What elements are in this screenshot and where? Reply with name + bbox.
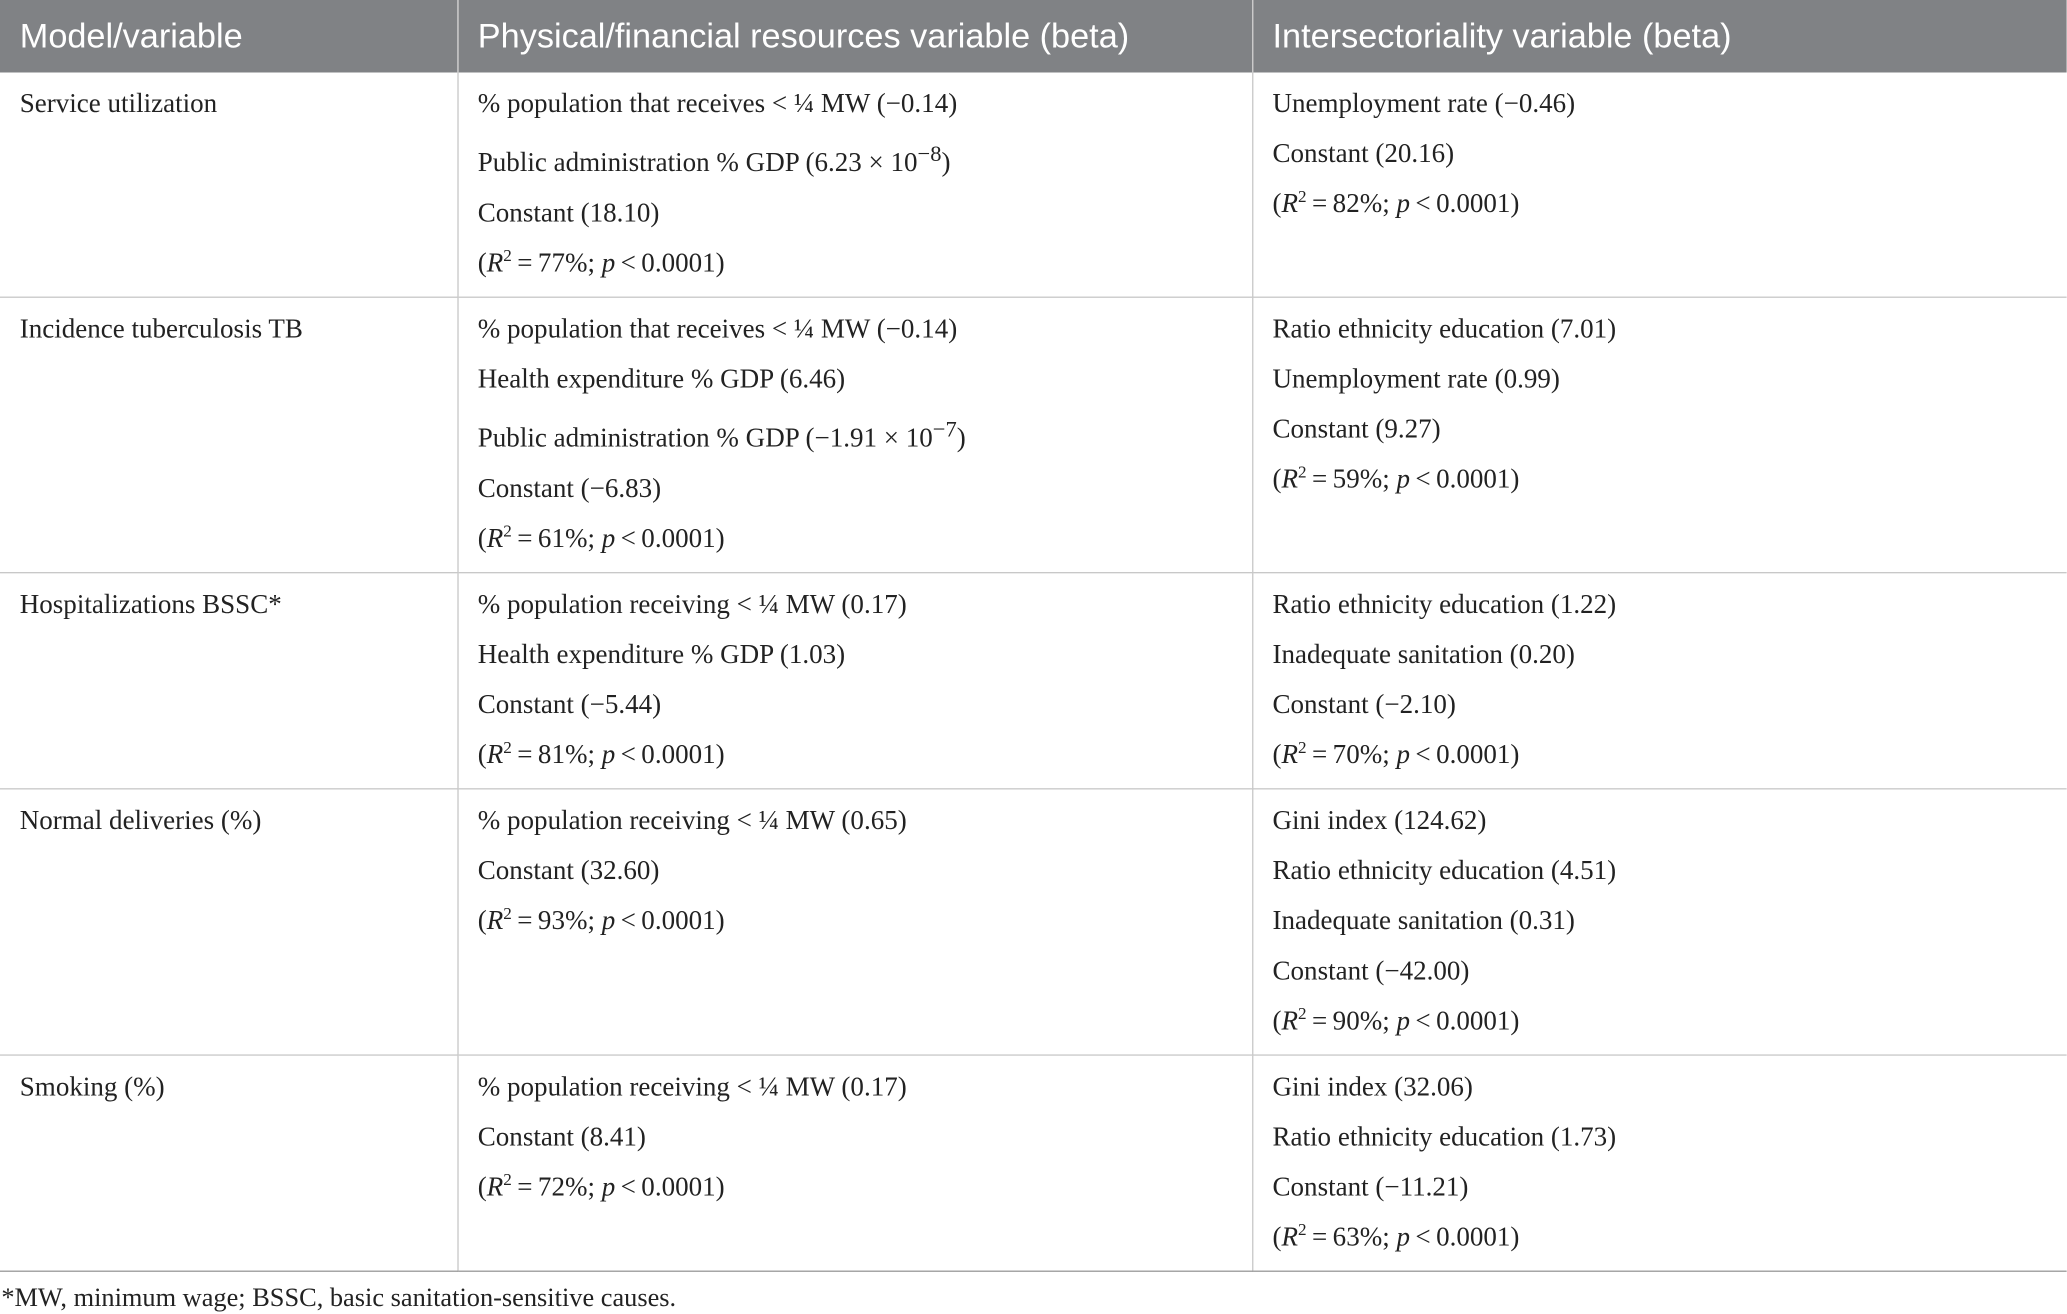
variable-text: % population that receives < ¼ MW (−0.14) xyxy=(477,314,958,344)
variable-text: Unemployment rate (0.99) xyxy=(1272,364,1560,394)
variable-text: Gini index (32.06) xyxy=(1272,1072,1473,1102)
r-squared-value: 81% xyxy=(537,740,588,770)
p-value: 0.0001 xyxy=(1436,1222,1511,1252)
variable-text: Constant (9.27) xyxy=(1272,414,1441,444)
variable-text: % population receiving < ¼ MW (0.17) xyxy=(477,590,907,620)
exponent: −8 xyxy=(917,141,942,167)
table-footnote: *MW, minimum wage; BSSC, basic sanitation-sensitive causes. xyxy=(1,1283,677,1313)
variable-beta-line xyxy=(1273,896,2067,946)
model-name-cell xyxy=(0,788,457,1054)
table-row xyxy=(0,297,2067,572)
variable-beta-line xyxy=(478,1112,1252,1162)
variable-beta-line xyxy=(478,304,1252,354)
model-fit-statistic: ($R^2 = 59\%$; p < 0.0001) xyxy=(1272,461,1520,495)
p-value: 0.0001 xyxy=(641,740,716,770)
variable-beta-line xyxy=(478,354,1252,404)
header-model-variable: Model/variable xyxy=(0,0,457,72)
variable-text: Health expenditure % GDP (1.03) xyxy=(477,640,846,670)
variable-text: Inadequate sanitation (0.20) xyxy=(1272,640,1575,670)
variable-beta-line xyxy=(1273,1062,2067,1112)
variable-text: Constant (−11.21) xyxy=(1272,1172,1469,1202)
variable-text: Health expenditure % GDP (6.46) xyxy=(477,364,846,394)
variable-beta-line xyxy=(478,129,1252,188)
variable-beta-line xyxy=(1273,846,2067,896)
variable-text: Ratio ethnicity education (1.22) xyxy=(1272,590,1617,620)
p-value: 0.0001 xyxy=(1436,189,1511,219)
variable-beta-line xyxy=(1273,79,2067,129)
model-fit-statistic: ($R^2 = 93\%$; p < 0.0001) xyxy=(477,902,725,936)
model-name-cell xyxy=(0,1055,457,1271)
r-squared-value: 59% xyxy=(1332,465,1383,495)
variable-text: Public administration % GDP (−1.91 × 10 xyxy=(477,423,933,453)
intersectoriality-cell xyxy=(1252,788,2067,1054)
variable-beta-line xyxy=(1273,946,2067,996)
variable-text: % population receiving < ¼ MW (0.17) xyxy=(477,1072,907,1102)
p-value: 0.0001 xyxy=(1436,740,1511,770)
variable-beta-line xyxy=(478,846,1252,896)
model-name: Normal deliveries (%) xyxy=(19,806,262,836)
variable-beta-line xyxy=(478,463,1252,513)
p-value: 0.0001 xyxy=(641,906,716,936)
r-squared-value: 61% xyxy=(537,524,588,554)
physical-resources-cell xyxy=(457,572,1252,788)
exponent: −7 xyxy=(932,416,957,442)
variable-beta-line xyxy=(478,796,1252,846)
variable-text: Unemployment rate (−0.46) xyxy=(1272,89,1576,119)
variable-text: Constant (−5.44) xyxy=(477,690,662,720)
variable-beta-line xyxy=(1273,404,2067,454)
r-squared-value: 93% xyxy=(537,906,588,936)
variable-beta-line xyxy=(478,404,1252,463)
variable-text: Public administration % GDP (6.23 × 10 xyxy=(477,148,918,178)
variable-text: Constant (18.10) xyxy=(477,198,660,228)
table-row xyxy=(0,1055,2067,1271)
p-value: 0.0001 xyxy=(641,524,716,554)
variable-beta-line xyxy=(1273,796,2067,846)
physical-resources-cell xyxy=(457,1055,1252,1271)
physical-resources-cell xyxy=(457,297,1252,572)
p-value: 0.0001 xyxy=(641,1172,716,1202)
table-row xyxy=(0,72,2067,296)
model-fit-statistic: ($R^2 = 72\%$; p < 0.0001) xyxy=(477,1168,725,1202)
intersectoriality-cell xyxy=(1252,1055,2067,1271)
variable-text: Constant (−6.83) xyxy=(477,474,662,504)
model-name: Service utilization xyxy=(19,89,218,119)
model-fit-statistic: ($R^2 = 77\%$; p < 0.0001) xyxy=(477,245,725,278)
model-name: Smoking (%) xyxy=(19,1072,165,1102)
model-fit-statistic: ($R^2 = 82\%$; p < 0.0001) xyxy=(1272,186,1520,219)
r-squared-value: 70% xyxy=(1332,740,1383,770)
variable-text: Constant (8.41) xyxy=(477,1122,646,1152)
variable-beta-line xyxy=(1273,630,2067,680)
variable-text: Ratio ethnicity education (7.01) xyxy=(1272,314,1617,344)
model-name-cell xyxy=(0,572,457,788)
variable-text: % population receiving < ¼ MW (0.65) xyxy=(477,806,907,836)
model-fit-statistic: ($R^2 = 90\%$; p < 0.0001) xyxy=(1272,1002,1520,1036)
r-squared-value: 77% xyxy=(537,248,588,278)
table-header-row xyxy=(0,0,2067,72)
model-name: Incidence tuberculosis TB xyxy=(19,314,303,344)
variable-beta-line xyxy=(478,579,1252,629)
physical-resources-cell xyxy=(457,788,1252,1054)
model-fit-statistic: ($R^2 = 81\%$; p < 0.0001) xyxy=(477,736,725,770)
p-value: 0.0001 xyxy=(1436,1006,1511,1036)
intersectoriality-cell xyxy=(1252,572,2067,788)
variable-beta-line xyxy=(478,630,1252,680)
variable-beta-line xyxy=(478,680,1252,730)
variable-text-suffix: ) xyxy=(956,423,966,453)
p-value: 0.0001 xyxy=(1436,465,1511,495)
model-fit-statistic: ($R^2 = 63\%$; p < 0.0001) xyxy=(1272,1218,1520,1252)
variable-beta-line xyxy=(478,188,1252,238)
variable-text: Constant (−2.10) xyxy=(1272,690,1456,720)
table-row xyxy=(0,572,2067,788)
table-row xyxy=(0,788,2067,1054)
variable-text: Constant (32.60) xyxy=(477,856,660,886)
variable-text: Gini index (124.62) xyxy=(1272,806,1487,836)
variable-beta-line xyxy=(1273,579,2067,629)
model-name: Hospitalizations BSSC* xyxy=(19,590,282,620)
variable-text: Ratio ethnicity education (4.51) xyxy=(1272,856,1617,886)
r-squared-value: 72% xyxy=(537,1172,588,1202)
r-squared-value: 63% xyxy=(1332,1222,1383,1252)
variable-beta-line xyxy=(478,79,1252,129)
r-squared-value: 90% xyxy=(1332,1006,1383,1036)
intersectoriality-cell xyxy=(1252,297,2067,572)
variable-text: Ratio ethnicity education (1.73) xyxy=(1272,1122,1617,1152)
model-fit-statistic: ($R^2 = 61\%$; p < 0.0001) xyxy=(477,520,725,554)
r-squared-value: 82% xyxy=(1332,189,1383,219)
variable-beta-line xyxy=(1273,354,2067,404)
variable-text: Inadequate sanitation (0.31) xyxy=(1272,906,1575,936)
table-body xyxy=(0,72,2067,1270)
variable-text: Constant (−42.00) xyxy=(1272,956,1470,986)
variable-beta-line xyxy=(1273,1162,2067,1212)
header-physical-financial: Physical/financial resources variable (beta) xyxy=(457,0,1252,72)
model-name-cell xyxy=(0,72,457,296)
variable-beta-line xyxy=(478,1062,1252,1112)
p-value: 0.0001 xyxy=(641,248,716,278)
variable-beta-line xyxy=(1273,129,2067,179)
variable-beta-line xyxy=(1273,680,2067,730)
model-fit-statistic: ($R^2 = 70\%$; p < 0.0001) xyxy=(1272,736,1520,770)
variable-text: Constant (20.16) xyxy=(1272,139,1455,169)
variable-text: % population that receives < ¼ MW (−0.14) xyxy=(477,89,958,119)
model-name-cell xyxy=(0,297,457,572)
variable-text-suffix: ) xyxy=(941,148,951,178)
variable-beta-line xyxy=(1273,304,2067,354)
intersectoriality-cell xyxy=(1252,72,2067,296)
variable-beta-line xyxy=(1273,1112,2067,1162)
physical-resources-cell xyxy=(457,72,1252,296)
header-intersectoriality: Intersectoriality variable (beta) xyxy=(1252,0,2067,72)
